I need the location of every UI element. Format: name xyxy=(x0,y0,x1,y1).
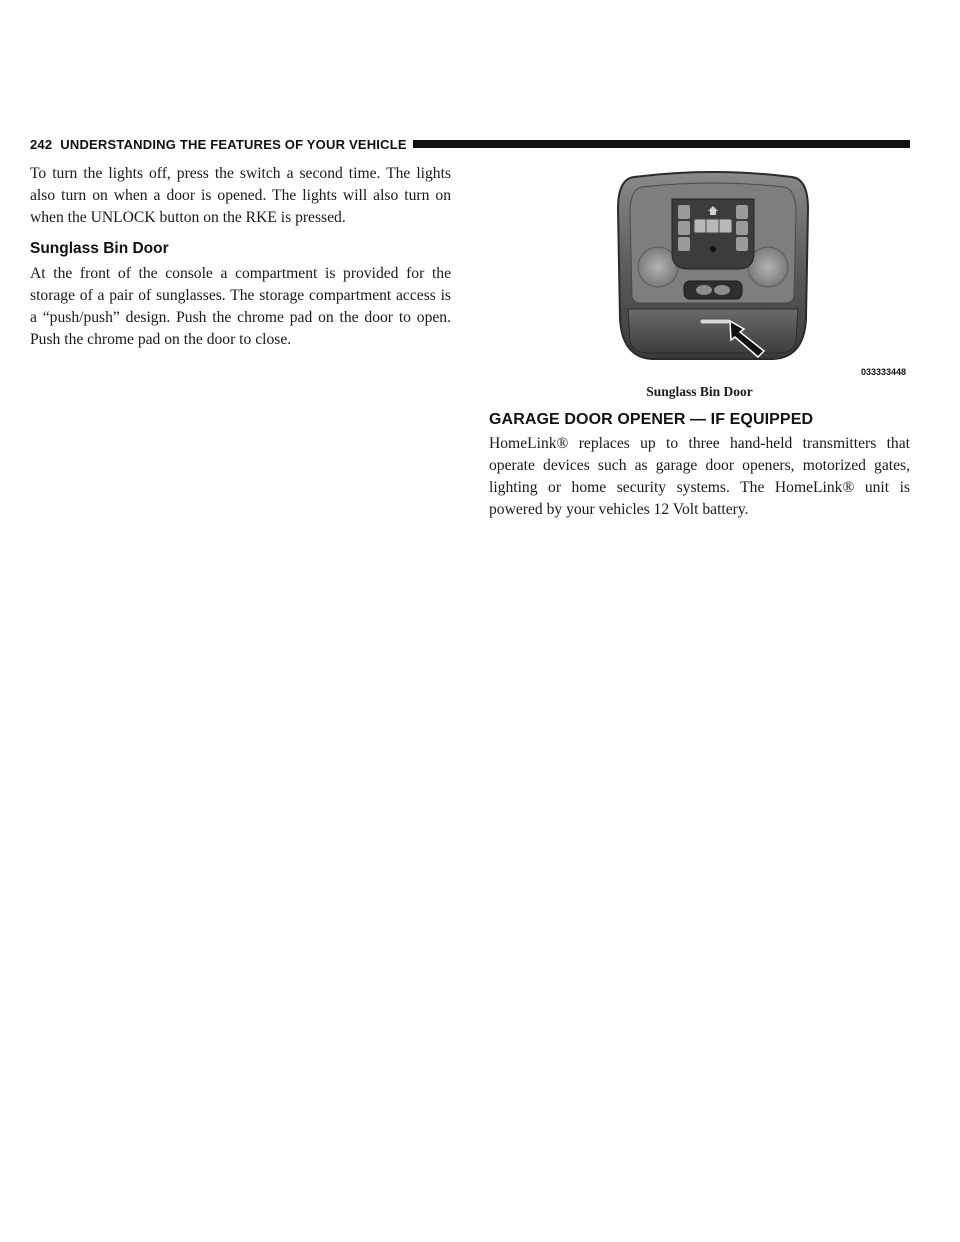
page-header xyxy=(30,133,910,155)
left-column xyxy=(30,163,451,351)
figure-caption: Sunglass Bin Door xyxy=(646,384,753,399)
image-code: 033333448 xyxy=(860,367,906,377)
sunglass-bin-paragraph: At the front of the console a compartment is provided for the storage of a pair of sunglasses. The storage compartment access is a “push/push” design. Push the chrome pad on the door to open. Push the chrome pad on the door to close. xyxy=(30,265,451,348)
header-rule xyxy=(413,140,910,148)
sunglass-bin-figure xyxy=(489,163,910,379)
running-section-title: UNDERSTANDING THE FEATURES OF YOUR VEHICLE xyxy=(60,136,407,152)
right-column xyxy=(489,163,910,521)
homelink-paragraph: HomeLink® replaces up to three hand-held transmitters that operate devices such as garage door openers, motorized gates, lighting or home security systems. The HomeLink® unit is powered by your vehicles 12 Volt battery. xyxy=(489,435,910,518)
subheading-sunglass-bin-door: Sunglass Bin Door xyxy=(30,240,169,257)
page-number: 242 xyxy=(30,136,53,152)
overhead-console-illustration xyxy=(614,169,812,365)
intro-paragraph: To turn the lights off, press the switch a second time. The lights also turn on when a door is opened. The lights will also turn on when the UNLOCK button on the RKE is pressed. xyxy=(30,165,451,226)
section-heading-garage-door-opener: GARAGE DOOR OPENER — IF EQUIPPED xyxy=(489,411,814,428)
